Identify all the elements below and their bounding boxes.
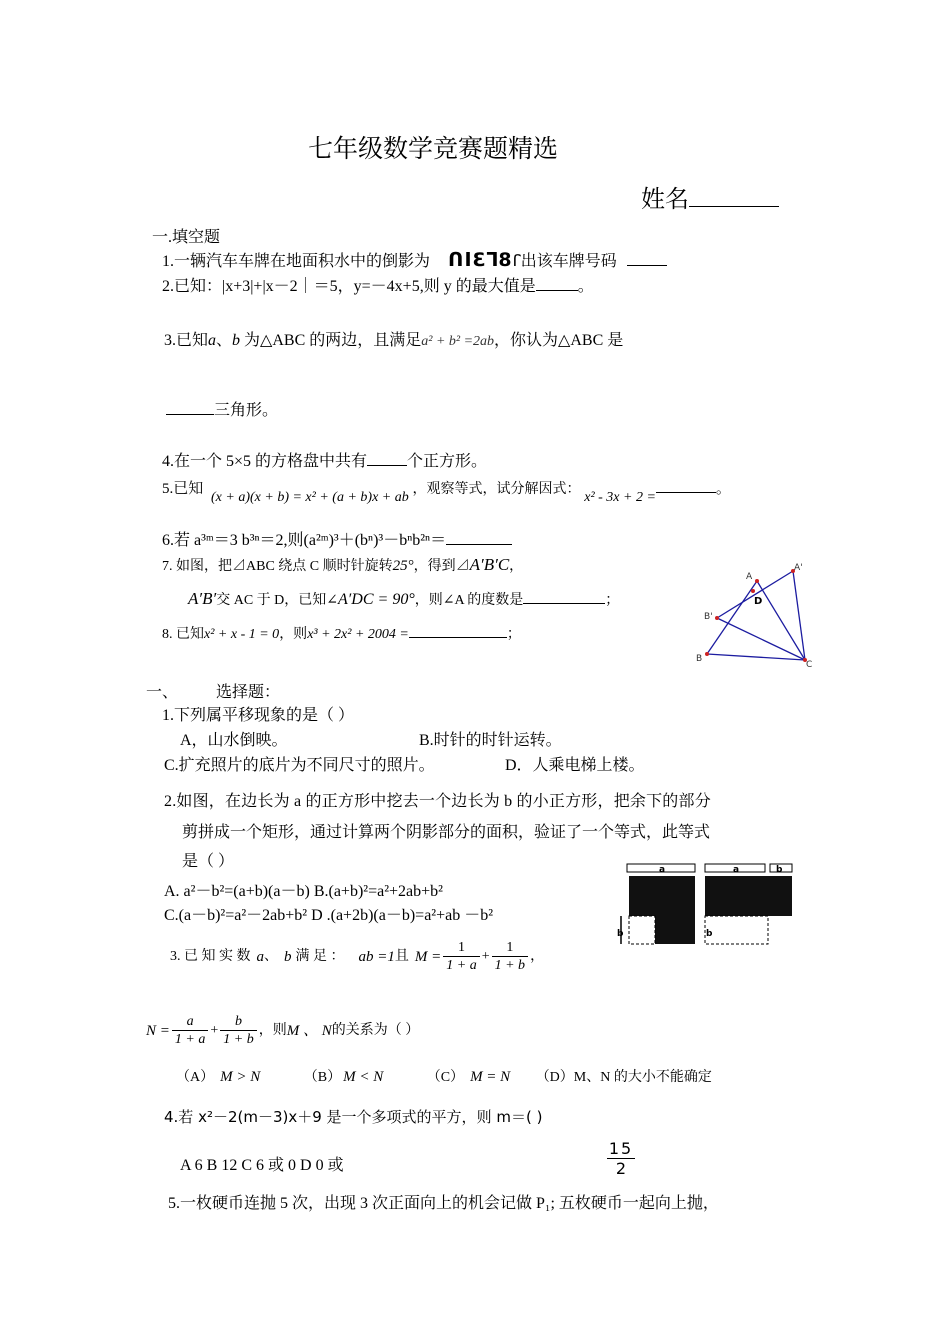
q8-mid: ，则 [279, 627, 308, 642]
opt-d: （D）M、N 的大小不能确定 [535, 1070, 712, 1085]
label-b-rect: b [776, 865, 783, 875]
q3-formula: a² + b² =2ab [421, 334, 495, 349]
frac-num: a [186, 1014, 194, 1029]
section2-heading [146, 683, 280, 703]
q3-post: ，你认为△ABC 是 [494, 332, 624, 349]
q7-angle: 25° [392, 558, 414, 574]
frac-den: 1 + b [220, 1030, 256, 1048]
q8-f2: x³ + 2x² + 2004 = [307, 627, 409, 642]
label-b-rect-side: b [706, 929, 713, 939]
q4-pre: 4.在一个 5×5 的方格盘中共有 [162, 453, 368, 470]
q7-right-angle: A′DC = 90° [338, 591, 415, 608]
mc-q3-cond: ab =1 [358, 949, 395, 965]
q3-pre: 3.已知 [164, 332, 209, 349]
opt-a: M > N [220, 1069, 261, 1085]
mc-q3-options [176, 1068, 712, 1087]
rearranged-rectangle [705, 864, 792, 944]
q2-text: 2.已知：|x+3|+|x－2｜＝5，y=－4x+5,则 y 的最大值是 [162, 278, 536, 295]
q2-end: 。 [577, 278, 594, 295]
q7-segment: A′B′ [188, 589, 217, 608]
q7-line1 [162, 556, 523, 576]
mc-q3-and: 且 [394, 949, 409, 964]
label-b: B [696, 654, 703, 664]
q4-post: 个正方形。 [407, 453, 488, 470]
comma: ， [530, 949, 545, 964]
q6-fill [162, 530, 512, 551]
q3-fill [164, 331, 623, 352]
q8-pre: 8. 已知 [162, 627, 204, 642]
square-rectangle-figure [615, 860, 795, 950]
q7b-post: ，则∠A 的度数是 [414, 593, 524, 608]
q3b-text: 三角形。 [214, 402, 279, 419]
reflected-plate: ꓵꓲƐꓶ8 [448, 249, 513, 271]
section2-title: 选择题： [216, 684, 281, 701]
q5-end: 。 [715, 481, 731, 497]
opt-a-label: （A） [176, 1070, 215, 1085]
mc-q3-b: b [284, 949, 292, 965]
mc-q1-option-b: B.时针的时针运转。 [419, 732, 562, 749]
q2-fill [162, 276, 594, 297]
fraction-1-over-1-plus-a [443, 940, 479, 974]
q8-end: ； [506, 627, 521, 642]
q5-mid: ，观察等式，试分解因式： [412, 482, 581, 497]
opt-c: M = N [470, 1069, 511, 1085]
name-field [641, 184, 779, 214]
q4-fill [162, 451, 487, 472]
mc-q3-line2 [146, 1014, 419, 1048]
mc-q3-post: ，则 [258, 1023, 287, 1038]
fraction-1-over-1-plus-b [492, 940, 528, 974]
fraction-b-over-1-plus-b [220, 1014, 256, 1048]
segment-bc [707, 654, 805, 660]
q5-fill [162, 478, 731, 505]
opt-b: M < N [343, 1069, 384, 1085]
frac-num: 1 [457, 940, 465, 955]
square-with-hole [617, 864, 695, 944]
q4-blank [367, 451, 407, 466]
segment-a1c [793, 571, 805, 660]
label-a-prime: A' [794, 563, 803, 573]
mc-q3-mn: M 、 N [286, 1023, 332, 1039]
mc-q1-option-a: A，山水倒映。 [180, 732, 288, 749]
q5-blank [656, 478, 716, 493]
page-title: 七年级数学竞赛题精选 [308, 134, 559, 163]
frac-den: 1 + a [443, 956, 479, 974]
q5-formula2: x² - 3x + 2 = [584, 490, 656, 505]
mc-q1: 1.下列属平移现象的是（ ） [162, 707, 355, 724]
q6-text: 6.若 a³ᵐ＝3 b³ⁿ＝2,则(a²ᵐ)³＋(bⁿ)³－bⁿb²ⁿ＝ [162, 532, 447, 549]
q2-blank [536, 276, 578, 291]
q3-blank [166, 400, 214, 415]
q3-mid: 为△ABC 的两边，且满足 [244, 332, 422, 349]
mc-q2-line1: 2.如图，在边长为 a 的正方形中挖去一个边长为 b 的小正方形，把余下的部分 [164, 793, 711, 810]
name-blank [689, 184, 779, 207]
q5-formula: (x + a)(x + b) = x² + (a + b)x + ab [211, 490, 409, 505]
mc-q3-line1 [170, 940, 544, 974]
q7-end: ， [509, 559, 524, 574]
label-a-side: a [659, 865, 666, 875]
frac-den: 2 [607, 1158, 635, 1178]
mc-q1-option-c: C.扩充照片的底片为不同尺寸的照片。 [164, 757, 435, 774]
q8-fill [162, 623, 521, 644]
q1-suffix: ꓩ出该车牌号码 [512, 253, 617, 270]
mc-q3-sep: 、 [264, 949, 278, 964]
q7-pre: 7. 如图，把⊿ABC 绕点 C 顺时针旋转 [162, 559, 393, 574]
frac-num: 1 [506, 940, 514, 955]
q1-fill [162, 250, 667, 272]
frac-den: 1 + b [492, 956, 528, 974]
label-a-rect: a [733, 865, 740, 875]
mc-q2-line3: 是（ ） [182, 853, 235, 870]
q3-b: b [232, 332, 241, 349]
frac-num: b [234, 1014, 242, 1029]
q7-line2 [188, 589, 619, 610]
mc-q3-m: M = [414, 949, 442, 965]
segment-ab [707, 581, 757, 654]
mc-q3-n: N = [146, 1023, 170, 1039]
q5-pre: 5.已知 [162, 481, 204, 497]
mc-q3-rel: 的关系为（ ） [331, 1023, 420, 1038]
label-a: A [746, 572, 753, 582]
q1-blank [627, 251, 667, 266]
mc-q1-option-d: D．人乘电梯上楼。 [505, 757, 645, 774]
label-b-side: b [617, 929, 624, 939]
q6-blank [446, 530, 512, 545]
frac-den: 1 + a [172, 1030, 208, 1048]
q3-a: a [208, 332, 217, 349]
q7-blank [523, 589, 605, 604]
opt-b-label: （B） [303, 1070, 342, 1085]
opt-c-label: （C） [426, 1070, 465, 1085]
rotated-triangle-figure [690, 560, 820, 672]
q7-mid: ，得到⊿ [413, 559, 470, 574]
q8-f1: x² + x - 1 = 0 [204, 627, 280, 642]
mc-q3-a: a [256, 949, 264, 965]
mc-q2-options-ab: A. a²－b²=(a+b)(a－b) B.(a+b)²=a²+2ab+b² [164, 883, 443, 900]
mc-q4-options: A 6 B 12 C 6 或 0 D 0 或 [180, 1157, 344, 1174]
section2-number: 一、 [146, 684, 179, 701]
mc-q3-pre: 3. 已 知 实 数 [170, 949, 251, 964]
q3-sep: 、 [216, 332, 233, 349]
section1-heading: 一.填空题 [152, 229, 221, 246]
mc-q5-text: 5.一枚硬币连抛 5 次，出现 3 次正面向上的机会记做 P₁; 五枚硬币一起向上抛， [168, 1195, 719, 1212]
fraction-a-over-1-plus-a [172, 1014, 208, 1048]
label-d: D [754, 596, 763, 607]
plus-sign: + [481, 949, 490, 964]
q3-continued [166, 400, 278, 421]
mc-q4-text: 4.若 x²－2(m－3)x＋9 是一个多项式的平方，则 m＝( ) [164, 1108, 543, 1126]
label-c: C [806, 660, 813, 670]
segment-a1b1 [717, 571, 793, 618]
mc-q3-mid: 满 足 ： [295, 949, 345, 964]
q8-blank [409, 623, 507, 638]
frac-num: 15 [608, 1139, 634, 1158]
fraction-15-over-2 [607, 1139, 635, 1178]
q1-text: 1.一辆汽车车牌在地面积水中的倒影为 [162, 253, 431, 270]
mc-q2-line2: 剪拼成一个矩形，通过计算两个阴影部分的面积，验证了一个等式，此等式 [182, 824, 711, 841]
name-label: 姓名 [641, 185, 689, 213]
mc-q2-options-cd: C.(a－b)²=a²－2ab+b² D .(a+2b)(a－b)=a²+ab －b² [164, 907, 494, 924]
q7b-mid: 交 AC 于 D，已知∠ [216, 593, 339, 608]
label-b-prime: B' [704, 612, 713, 622]
plus-sign: + [210, 1023, 219, 1038]
q7b-end: ； [605, 593, 620, 608]
q7-triangle: A′B′C [469, 555, 510, 574]
